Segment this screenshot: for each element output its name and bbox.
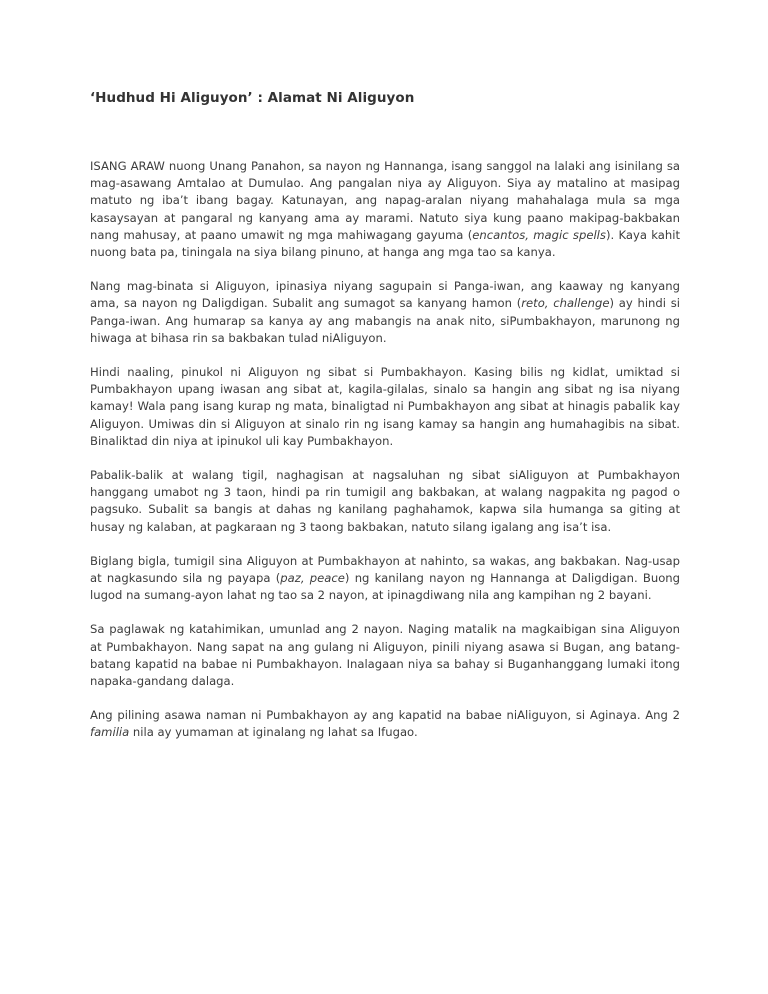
paragraph-4: Pabalik-balik at walang tigil, naghagisan at nagsaluhan ng sibat siAliguyon at Pumbakhayon hanggang umabot ng 3 taon, hindi pa rin tumigil ang bakbakan, at walang nagpakita ng pagod o pagsuko. Subalit sa bangis at dahas ng kanilang paghahamok, kapwa sila humanga sa giting at husay ng kalaban, at pagkaraan ng 3 taong bakbakan, natuto silang igalang ang isa’t isa.: [90, 468, 680, 534]
document-title: ‘Hudhud Hi Aliguyon’ : Alamat Ni Aliguyon: [90, 90, 415, 106]
paragraph-1: ISANG ARAW nuong Unang Panahon, sa nayon ng Hannanga, isang sanggol na lalaki ang isinilang sa mag-asawang Amtalao at Dumulao. Ang pangalan niya ay Aliguyon. Siya ay matalino at masipag matuto ng iba’t ibang bagay. Katunayan, ang napag-aralan niyang mahahalaga mula sa mga kasaysayan at pangaral ng kanyang ama ay marami. Natuto siya kung paano makipag-bakbakan nang mahusay, at paano umawit ng mga mahiwagang gayuma (encantos, magic spells). Kaya kahit nuong bata pa, tiningala na siya bilang pinuno, at hanga ang mga tao sa kanya.: [90, 159, 680, 260]
paragraph-7: Ang pilining asawa naman ni Pumbakhayon ay ang kapatid na babae niAliguyon, si Aginaya. Ang 2 familia nila ay yumaman at iginalang ng lahat sa Ifugao.: [90, 708, 680, 740]
paragraph-6: Sa paglawak ng katahimikan, umunlad ang 2 nayon. Naging matalik na magkaibigan sina Aliguyon at Pumbakhayon. Nang sapat na ang gulang ni Aliguyon, pinili niyang asawa si Bugan, ang batang-batang kapatid na babae ni Pumbakhayon. Inalagaan niya sa bahay si Buganhanggang lumaki itong napaka-gandang dalaga.: [90, 622, 680, 689]
paragraph-2: Nang mag-binata si Aliguyon, ipinasiya niyang sagupain si Panga-iwan, ang kaaway ng kanyang ama, sa nayon ng Daligdigan. Subalit ang sumagot sa kanyang hamon (reto, challenge) ay hindi si Panga-iwan. Ang humarap sa kanya ay ang mabangis na anak nito, siPumbakhayon, marunong ng hiwaga at bihasa rin sa bakbakan tulad niAliguyon.: [90, 279, 680, 345]
paragraph-5: Biglang bigla, tumigil sina Aliguyon at Pumbakhayon at nahinto, sa wakas, ang bakbakan. Nag-usap at nagkasundo sila ng payapa (paz, peace) ng kanilang nayon ng Hannanga at Daligdigan. Buong lugod na sumang-ayon lahat ng tao sa 2 nayon, at ipinagdiwang nila ang kampihan ng 2 bayani.: [90, 553, 681, 603]
paragraph-3: Hindi naaling, pinukol ni Aliguyon ng sibat si Pumbakhayon. Kasing bilis ng kidlat, umiktad si Pumbakhayon upang iwasan ang sibat at, kagila-gilalas, sinalo sa hangin ang sibat ng isa niyang kamay! Wala pang isang kurap ng mata, binaligtad ni Pumbakhayon ang sibat at hinagis pabalik kay Aliguyon. Umiwas din si Aliguyon at sinalo rin ng isang kamay sa hangin ang humahagibis na sibat. Binaliktad din niya at ipinukol uli kay Pumbakhayon.: [90, 365, 680, 448]
